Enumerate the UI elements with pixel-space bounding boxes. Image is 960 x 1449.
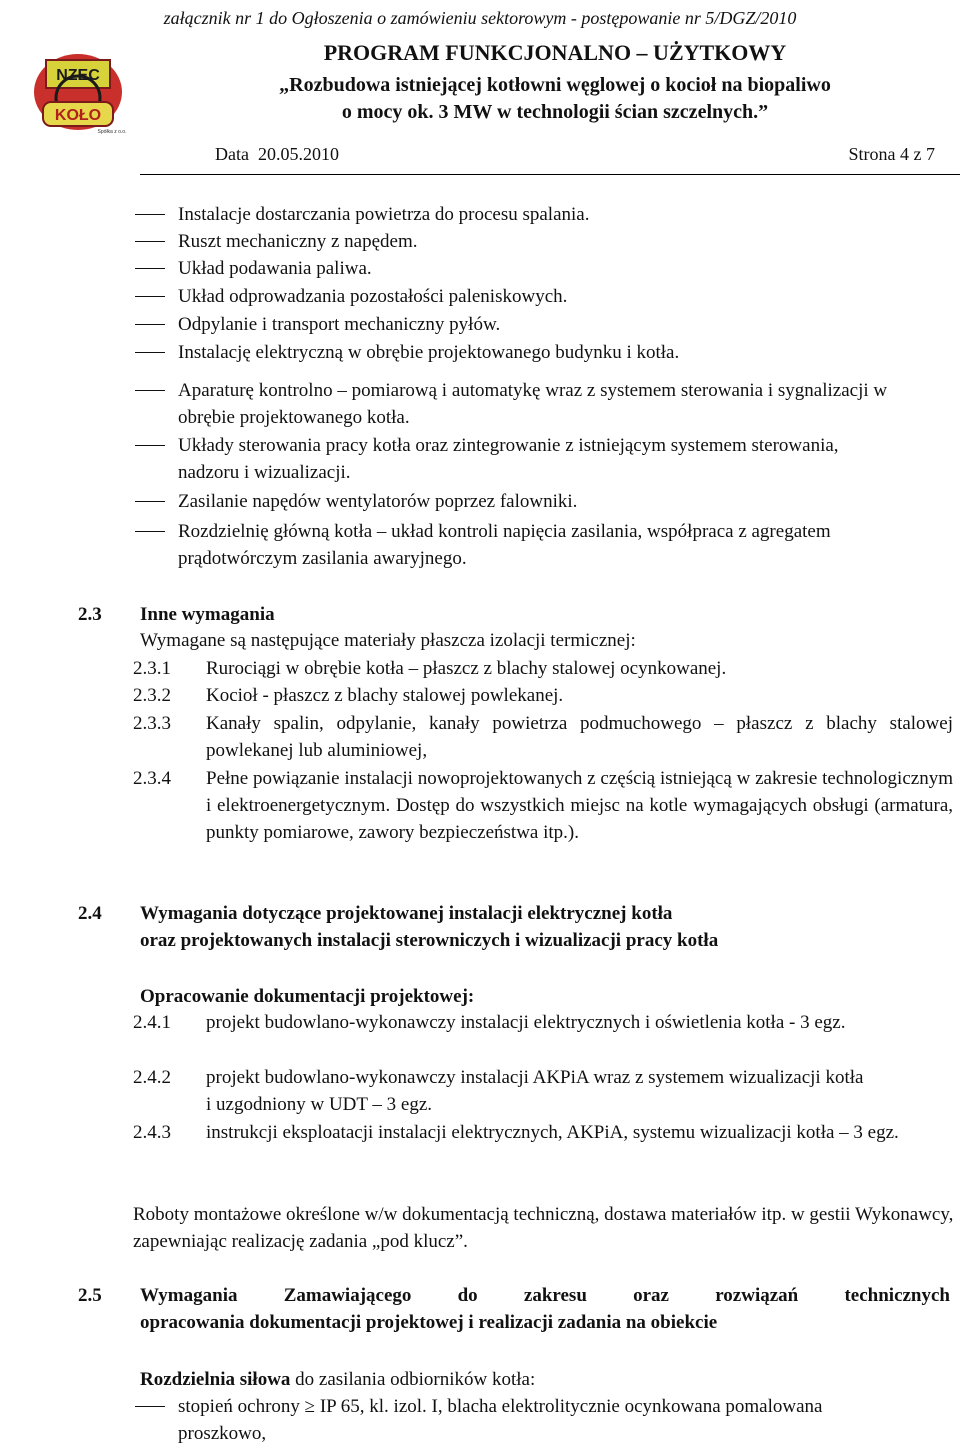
section-number: 2.3 (78, 604, 102, 625)
logo-text-top: NZEC (56, 67, 100, 84)
list-item: Instalacje dostarczania powietrza do procesu spalania. (135, 201, 935, 228)
list-item: Odpylanie i transport mechaniczny pyłów. (135, 311, 935, 338)
document-caption: załącznik nr 1 do Ogłoszenia o zamówieniu sektorowym - postępowanie nr 5/DGZ/2010 (163, 8, 797, 28)
dash-bullet-icon (135, 501, 165, 502)
numbered-item: 2.3.4 Pełne powiązanie instalacji nowoprojektowanych z częścią istniejącą w zakresie technologicznym i elektroenergetycznym. Dostęp do wszystkich miejsc na kotle wymagających obsługi (armatura, punkty pomiarowe, zawory bezpieczeństwa itp.). (133, 768, 954, 843)
header-divider (140, 174, 960, 175)
dash-bullet-icon (135, 296, 165, 297)
date-label: Data (215, 144, 249, 164)
dash-bullet-icon (135, 445, 165, 446)
date-value: 20.05.2010 (257, 144, 339, 164)
numbered-item: 2.3.3 Kanały spalin, odpylanie, kanały powietrza podmuchowego – płaszcz z blachy stalowej powlekanej lub aluminiowej, (133, 713, 953, 761)
section-number: 2.5 (78, 1285, 102, 1306)
dash-bullet-icon (135, 241, 165, 242)
dash-bullet-icon (135, 214, 165, 215)
list-item: Rozdzielnię główną kotła – układ kontroli napięcia zasilania, współpraca z agregatem prądotwórczym zasilania awaryjnego. (135, 518, 935, 572)
list-item: stopień ochrony ≥ IP 65, kl. izol. I, blacha elektrolitycznie ocynkowana pomalowana proszkowo, (135, 1393, 875, 1447)
program-title: PROGRAM FUNKCJONALNO – UŻYTKOWY (323, 40, 787, 65)
dash-bullet-icon (135, 324, 165, 325)
numbered-item: 2.3.1 Rurociągi w obrębie kotła – płaszcz z blachy stalowej ocynkowanej. (133, 658, 727, 679)
page-number: Strona 4 z 7 (848, 144, 935, 164)
dash-bullet-icon (135, 268, 165, 269)
section-title: Wymagania dotyczące projektowanej instalacji elektrycznej kotła oraz projektowanych instalacji sterowniczych i wizualizacji pracy kotła (140, 903, 719, 951)
project-subtitle-line1: „Rozbudowa istniejącej kotłowni węglowej o kocioł na biopaliwo (279, 74, 831, 96)
numbered-item: 2.4.2 projekt budowlano-wykonawczy instalacji AKPiA wraz z systemem wizualizacji kotła i uzgodniony w UDT – 3 egz. (133, 1067, 864, 1115)
dash-bullet-icon (135, 531, 165, 532)
list-item: Instalację elektryczną w obrębie projektowanego budynku i kotła. (135, 339, 935, 366)
docs-heading: Opracowanie dokumentacji projektowej: (140, 986, 475, 1007)
section-number: 2.4 (78, 903, 102, 924)
project-subtitle-line2: o mocy ok. 3 MW w technologii ścian szczelnych.” (341, 101, 769, 123)
list-item: Układ odprowadzania pozostałości paleniskowych. (135, 283, 935, 310)
logo-text-bottom: KOŁO (54, 107, 102, 124)
closing-paragraph: Roboty montażowe określone w/w dokumentacją techniczną, dostawa materiałów itp. w gestii Wykonawcy, zapewniając realizację zadania „pod klucz”. (133, 1204, 954, 1252)
list-item: Układ podawania paliwa. (135, 255, 935, 282)
numbered-item: 2.4.3 instrukcji eksploatacji instalacji elektrycznych, AKPiA, systemu wizualizacji kotła – 3 egz. (133, 1122, 899, 1143)
section-title: Inne wymagania (140, 604, 275, 625)
dash-bullet-icon (135, 352, 165, 353)
dash-bullet-icon (135, 390, 165, 391)
section-title: Wymagania Zamawiającego do zakresu oraz rozwiązań technicznych opracowania dokumentacji projektowej i realizacji zadania na obiekcie (140, 1285, 950, 1333)
numbered-item: 2.4.1 projekt budowlano-wykonawczy instalacji elektrycznych i oświetlenia kotła - 3 egz. (133, 1012, 846, 1033)
company-logo (28, 40, 128, 140)
logo-text-small: Spółka z o.o. (97, 129, 127, 135)
dash-bullet-icon (135, 1406, 165, 1407)
list-item: Aparaturę kontrolno – pomiarową i automatykę wraz z systemem sterowania i sygnalizacji w obrębie projektowanego kotła. (135, 377, 935, 431)
list-item: Ruszt mechaniczny z napędem. (135, 228, 935, 255)
section-intro: Wymagane są następujące materiały płaszcza izolacji termicznej: (140, 630, 636, 651)
list-item: Układy sterowania pracy kotła oraz zintegrowanie z istniejącym systemem sterowania, nadzoru i wizualizacji. (135, 432, 935, 486)
numbered-item: 2.3.2 Kocioł - płaszcz z blachy stalowej powlekanej. (133, 685, 564, 706)
list-item: Zasilanie napędów wentylatorów poprzez falowniki. (135, 488, 935, 515)
switchgear-lead: Rozdzielnia siłowa do zasilania odbiorników kotła: (140, 1369, 536, 1390)
date-line (215, 144, 339, 165)
